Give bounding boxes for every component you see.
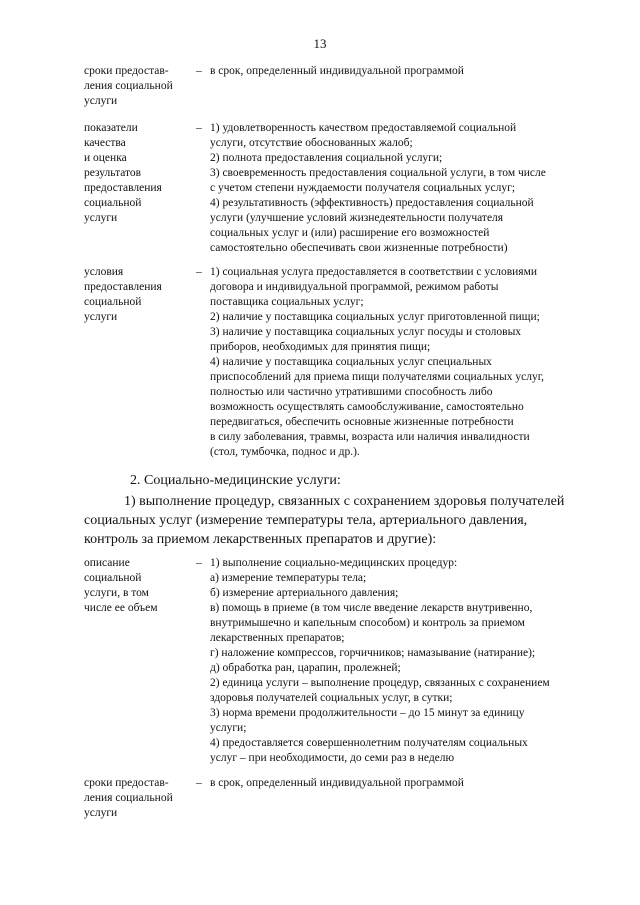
row-term: [84, 64, 194, 109]
term-line: социальной: [84, 296, 142, 308]
term-line: услуги: [84, 95, 118, 107]
term-line: социальной: [84, 572, 142, 584]
term-line: предоставления: [84, 182, 162, 194]
definition-line: приспособлений для приема пищи получателями социальных услуг,: [210, 371, 545, 383]
definition-line: б) измерение артериального давления;: [210, 587, 399, 599]
definition-line: 1) выполнение социально-медицинских процедур:: [210, 557, 458, 569]
term-line: сроки предостав-: [84, 777, 169, 789]
definition-line: договора и индивидуальной программой, режимом работы: [210, 281, 499, 293]
definition-line: передвигаться, обеспечить основные жизненные потребности: [210, 416, 514, 428]
paragraph-line: социальных услуг (измерение температуры тела, артериального давления,: [84, 513, 528, 528]
definition-line: 1) социальная услуга предоставляется в соответствии с условиями: [210, 266, 538, 278]
row-definition: [210, 64, 604, 79]
definition-line: лекарственных препаратов;: [210, 632, 345, 644]
definition-line: в срок, определенный индивидуальной программой: [210, 777, 464, 789]
term-line: ления социальной: [84, 80, 173, 92]
definition-line: внутримышечно и капельным способом) и контроль за приемом: [210, 617, 525, 629]
row-term: [84, 556, 194, 616]
definition-line: полностью или частично утратившими способность либо: [210, 386, 493, 398]
definition-line: 4) предоставляется совершеннолетним получателям социальных: [210, 737, 528, 749]
definition-line: д) обработка ран, царапин, пролежней;: [210, 662, 401, 674]
term-line: качества: [84, 137, 126, 149]
section-heading: 2. Социально-медицинские услуги:: [130, 473, 341, 488]
term-line: предоставления: [84, 281, 162, 293]
definition-line: услуги (улучшение условий жизнедеятельности получателя: [210, 212, 504, 224]
definition-line: с учетом степени нуждаемости получателя социальных услуг;: [210, 182, 516, 194]
row-dash: –: [196, 777, 202, 789]
row-definition: [210, 121, 604, 256]
definition-line: 2) единица услуги – выполнение процедур, связанных с сохранением: [210, 677, 550, 689]
row-definition: [210, 776, 604, 791]
paragraph-line: 1) выполнение процедур, связанных с сохранением здоровья получателей: [124, 494, 565, 509]
term-line: ления социальной: [84, 792, 173, 804]
term-line: результатов: [84, 167, 142, 179]
definition-line: 3) своевременность предоставления социальной услуги, в том числе: [210, 167, 546, 179]
definition-line: в) помощь в приеме (в том числе введение лекарств внутривенно,: [210, 602, 533, 614]
row-dash: –: [196, 557, 202, 569]
term-line: услуги: [84, 212, 118, 224]
definition-line: поставщика социальных услуг;: [210, 296, 364, 308]
definition-line: г) наложение компрессов, горчичников; намазывание (натирание);: [210, 647, 536, 659]
row-dash: –: [196, 266, 202, 278]
definition-line: 2) наличие у поставщика социальных услуг приготовленной пищи;: [210, 311, 540, 323]
definition-line: приборов, необходимых для принятия пищи;: [210, 341, 431, 353]
definition-line: в силу заболевания, травмы, возраста или наличия инвалидности: [210, 431, 530, 443]
definition-line: услуг – при необходимости, до семи раз в неделю: [210, 752, 455, 764]
row-definition: [210, 556, 604, 766]
definition-line: 1) удовлетворенность качеством предоставляемой социальной: [210, 122, 517, 134]
definition-line: 4) результативность (эффективность) предоставления социальной: [210, 197, 534, 209]
term-line: социальной: [84, 197, 142, 209]
row-term: [84, 776, 194, 821]
term-line: сроки предостав-: [84, 65, 169, 77]
term-line: числе ее объем: [84, 602, 158, 614]
definition-line: в срок, определенный индивидуальной программой: [210, 65, 464, 77]
section-paragraph: [84, 492, 592, 549]
term-line: и оценка: [84, 152, 127, 164]
row-term: [84, 121, 194, 226]
row-dash: –: [196, 122, 202, 134]
definition-line: здоровья получателей социальных услуг, в сутки;: [210, 692, 453, 704]
term-line: описание: [84, 557, 130, 569]
definition-line: 3) норма времени продолжительности – до 15 минут за единицу: [210, 707, 525, 719]
term-line: услуги: [84, 311, 118, 323]
paragraph-line: контроль за приемом лекарственных препаратов и другие):: [84, 532, 437, 547]
page-number: 13: [313, 36, 327, 51]
definition-line: 3) наличие у поставщика социальных услуг посуды и столовых: [210, 326, 522, 338]
definition-line: 4) наличие у поставщика социальных услуг специальных: [210, 356, 492, 368]
term-line: показатели: [84, 122, 138, 134]
row-term: [84, 265, 194, 325]
term-line: условия: [84, 266, 124, 278]
definition-line: (стол, тумбочка, поднос и др.).: [210, 446, 360, 458]
definition-line: самостоятельно обеспечивать свои жизненные потребности): [210, 242, 508, 254]
term-line: услуги, в том: [84, 587, 149, 599]
row-dash: –: [196, 65, 202, 77]
definition-line: возможность осуществлять самообслуживание, самостоятельно: [210, 401, 524, 413]
definition-line: услуги, отсутствие обоснованных жалоб;: [210, 137, 413, 149]
definition-line: а) измерение температуры тела;: [210, 572, 367, 584]
definition-line: социальных услуг и (или) расширение его возможностей: [210, 227, 490, 239]
definition-line: 2) полнота предоставления социальной услуги;: [210, 152, 443, 164]
term-line: услуги: [84, 807, 118, 819]
row-definition: [210, 265, 604, 460]
definition-line: услуги;: [210, 722, 247, 734]
